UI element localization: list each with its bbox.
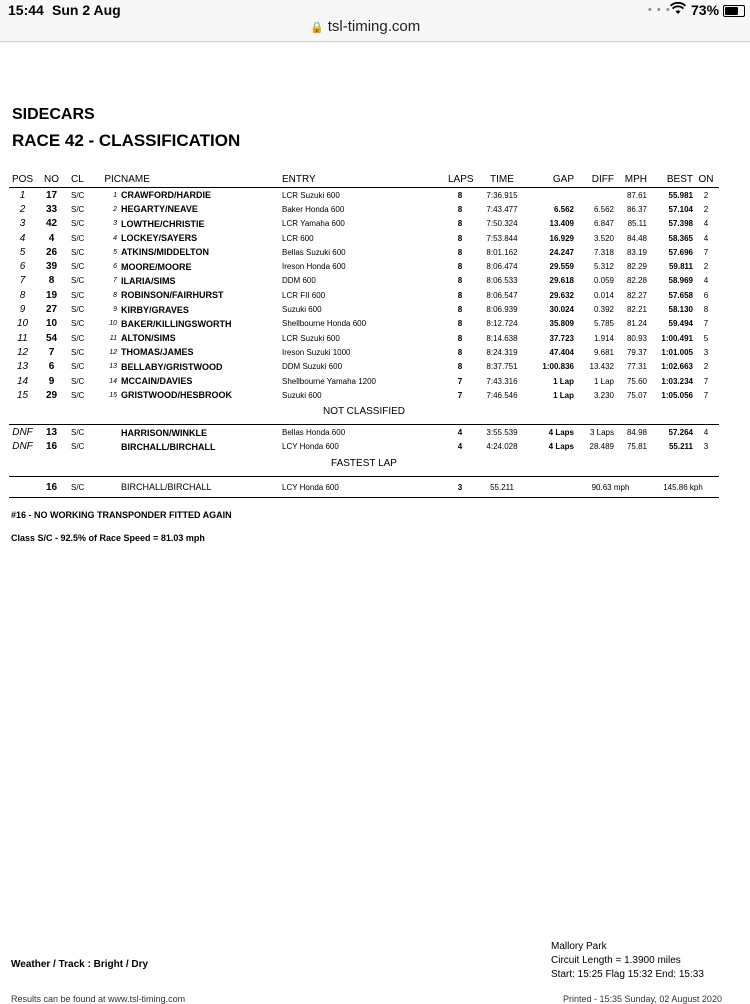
cell-name: THOMAS/JAMES [121, 347, 194, 358]
cell-mph: 82.21 [626, 305, 647, 315]
cell-pic: 2 [113, 205, 117, 213]
cell-name: CRAWFORD/HARDIE [121, 190, 211, 201]
cell-mph: 87.61 [626, 190, 647, 200]
cell-no: 16 [45, 441, 58, 453]
cell-no: 4 [48, 232, 55, 244]
cell-pos: 7 [19, 275, 26, 287]
cell-best: 57.398 [668, 219, 693, 229]
cell-mph: 75.07 [626, 390, 647, 400]
cell-mph: 75.81 [626, 442, 647, 452]
cell-on: 8 [703, 305, 709, 315]
cell-time: 8:14.638 [486, 333, 518, 343]
cell-name: HEGARTY/NEAVE [121, 204, 198, 215]
cell-pic: 1 [113, 191, 117, 199]
cell-on: 3 [703, 442, 709, 452]
cell-pic: 5 [113, 248, 117, 256]
cell-entry: Suzuki 600 [282, 305, 322, 315]
cell-cl: S/C [71, 347, 85, 357]
cell-entry: DDM 600 [282, 276, 316, 286]
table-row [9, 217, 719, 231]
cell-pic: 15 [109, 391, 117, 399]
fastest-lap-mph: 90.63 mph [574, 477, 647, 498]
cell-pos: 4 [19, 232, 26, 244]
cell-best: 57.696 [668, 247, 693, 257]
cell-name: LOCKEY/SAYERS [121, 233, 198, 244]
table-row [9, 231, 719, 245]
cell-diff: 0.059 [593, 276, 614, 286]
cell-best: 55.211 [668, 442, 693, 452]
cell-laps: 8 [457, 290, 463, 300]
cell-entry: Bellas Honda 600 [282, 428, 346, 438]
cell-laps: 8 [457, 247, 463, 257]
page-subtitle: SIDECARS [12, 106, 95, 123]
cell-time: 7:43.477 [486, 204, 518, 214]
cell-on: 6 [703, 290, 709, 300]
cell-cl: S/C [71, 376, 85, 386]
fastest-lap-class: S/C [67, 477, 99, 498]
cell-diff: 6.847 [593, 219, 614, 229]
cell-pic: 6 [113, 263, 117, 271]
cell-time: 8:24.319 [486, 347, 518, 357]
cell-on: 2 [703, 190, 709, 200]
cell-name: ILARIA/SIMS [121, 275, 176, 286]
cell-cl: S/C [71, 233, 85, 243]
cell-mph: 75.60 [626, 376, 647, 386]
not-classified-heading [9, 402, 719, 421]
cell-name: BELLABY/GRISTWOOD [121, 361, 223, 372]
cell-best: 1:05.056 [661, 390, 693, 400]
page-title: RACE 42 - CLASSIFICATION [12, 131, 241, 150]
cell-time: 8:06.547 [486, 290, 518, 300]
cell-on: 4 [703, 233, 709, 243]
cell-no: 39 [45, 261, 58, 273]
col-mph: MPH [614, 171, 647, 188]
cell-pos: 13 [16, 361, 29, 373]
cell-on: 2 [703, 204, 709, 214]
cell-on: 3 [703, 347, 709, 357]
cell-no: 27 [45, 304, 58, 316]
status-bar [0, 0, 750, 44]
cell-laps: 7 [457, 390, 463, 400]
cell-pic: 10 [109, 320, 117, 328]
cell-best: 1:00.491 [661, 333, 693, 343]
col-best: BEST [647, 171, 693, 188]
cell-mph: 82.28 [626, 276, 647, 286]
cell-name: GRISTWOOD/HESBROOK [121, 390, 233, 401]
cell-no: 13 [45, 427, 58, 439]
cell-laps: 4 [457, 442, 463, 452]
cell-name: BAKER/KILLINGSWORTH [121, 318, 232, 329]
cell-time: 8:12.724 [486, 319, 518, 329]
cell-laps: 8 [457, 333, 463, 343]
cell-pos: DNF [12, 441, 33, 453]
cell-pos: 3 [19, 218, 26, 230]
cell-best: 1:03.234 [661, 376, 693, 386]
cell-gap: 35.809 [549, 319, 574, 329]
cell-entry: Shellbourne Yamaha 1200 [282, 376, 376, 386]
cell-on: 4 [703, 219, 709, 229]
cell-cl: S/C [71, 262, 85, 272]
cell-laps: 8 [457, 219, 463, 229]
cell-best: 1:02.663 [661, 362, 693, 372]
battery-level [725, 7, 738, 15]
classification-table [9, 171, 719, 498]
cell-mph: 80.93 [626, 333, 647, 343]
cell-gap: 1 Lap [553, 376, 574, 386]
cell-mph: 83.19 [626, 247, 647, 257]
cell-pos: 14 [16, 375, 29, 387]
col-time: TIME [472, 171, 532, 188]
cell-entry: Shellbourne Honda 600 [282, 319, 367, 329]
cell-pic: 14 [109, 377, 117, 385]
cell-mph: 86.37 [626, 204, 647, 214]
cell-entry: LCR 600 [282, 233, 314, 243]
cell-gap: 47.404 [549, 347, 574, 357]
table-row [9, 317, 719, 331]
cell-best: 55.981 [668, 190, 693, 200]
cell-pos: DNF [12, 427, 33, 439]
battery-icon [723, 5, 745, 17]
cell-gap: 16.929 [549, 233, 574, 243]
cell-no: 8 [48, 275, 55, 287]
cell-time: 7:46.546 [486, 390, 518, 400]
cell-pic: 11 [109, 334, 117, 342]
cell-diff: 6.562 [593, 204, 614, 214]
cell-on: 7 [703, 247, 709, 257]
table-row [9, 345, 719, 359]
cell-pos: 12 [16, 346, 29, 358]
cell-entry: Ireson Suzuki 1000 [282, 347, 351, 357]
cell-cl: S/C [71, 390, 85, 400]
cell-time: 7:36.915 [486, 190, 518, 200]
table-row [9, 331, 719, 345]
col-no: NO [36, 171, 67, 188]
cell-pos: 9 [19, 304, 26, 316]
fastest-lap-kph: 145.86 kph [647, 477, 719, 498]
cell-entry: LCR Suzuki 600 [282, 333, 340, 343]
cell-gap [532, 188, 574, 203]
cell-pos: 2 [19, 203, 26, 215]
status-date: Sun 2 Aug [52, 2, 121, 18]
cell-name: KIRBY/GRAVES [121, 304, 189, 315]
cell-diff: 0.014 [593, 290, 614, 300]
cell-laps: 8 [457, 233, 463, 243]
table-row [9, 374, 719, 388]
cell-entry: Ireson Honda 600 [282, 262, 346, 272]
cell-diff: 1 Lap [593, 376, 614, 386]
table-row [9, 388, 719, 402]
cell-mph: 81.24 [626, 319, 647, 329]
cell-pos: 5 [19, 246, 26, 258]
cell-entry: Bellas Suzuki 600 [282, 247, 346, 257]
cell-diff: 1.914 [593, 333, 614, 343]
cell-mph: 82.29 [626, 262, 647, 272]
table-row [9, 360, 719, 374]
cell-no: 17 [45, 189, 58, 201]
circuit-info [551, 940, 704, 982]
cell-time: 8:37.751 [486, 362, 518, 372]
cell-no: 9 [48, 375, 55, 387]
col-entry: ENTRY [282, 171, 448, 188]
cell-pic: 7 [113, 277, 117, 285]
battery-percent: 73% [691, 2, 720, 18]
cell-on: 5 [703, 333, 709, 343]
cell-mph: 84.98 [626, 428, 647, 438]
cell-cl: S/C [71, 247, 85, 257]
cell-time: 7:53.844 [486, 233, 518, 243]
col-name: NAME [121, 171, 282, 188]
cell-time: 8:06.474 [486, 262, 518, 272]
table-row-dnf [9, 425, 719, 440]
not-classified-label: NOT CLASSIFIED [322, 406, 406, 418]
cell-time: 7:50.324 [486, 219, 518, 229]
table-row [9, 245, 719, 259]
cell-time: 8:01.162 [486, 247, 518, 257]
cell-on: 7 [703, 376, 709, 386]
cell-cl: S/C [71, 219, 85, 229]
cell-cl: S/C [71, 305, 85, 315]
cell-cl: S/C [71, 319, 85, 329]
printed-note: Printed - 15:35 Sunday, 02 August 2020 [563, 994, 722, 1004]
cell-no: 54 [45, 332, 58, 344]
cell-entry: LCR Suzuki 600 [282, 190, 340, 200]
cell-on: 7 [703, 390, 709, 400]
cell-cl: S/C [71, 276, 85, 286]
col-on: ON [693, 171, 719, 188]
cell-best: 59.811 [668, 262, 693, 272]
cell-pic [99, 440, 121, 454]
fastest-lap-name: BIRCHALL/BIRCHALL [121, 477, 282, 498]
cell-gap: 29.618 [549, 276, 574, 286]
cell-cl: S/C [71, 362, 85, 372]
cell-gap: 29.559 [549, 262, 574, 272]
table-row [9, 288, 719, 302]
col-laps: LAPS [448, 171, 472, 188]
cell-gap: 4 Laps [548, 428, 574, 438]
cell-gap: 24.247 [549, 247, 574, 257]
race-times: Start: 15:25 Flag 15:32 End: 15:33 [551, 969, 704, 980]
cell-on: 4 [703, 276, 709, 286]
cell-laps: 8 [457, 204, 463, 214]
cell-gap: 1 Lap [553, 390, 574, 400]
cell-gap: 1:00.836 [542, 362, 574, 372]
cell-diff: 3 Laps [589, 428, 614, 438]
cell-laps: 4 [457, 428, 463, 438]
fastest-lap-lap: 3 [448, 477, 472, 498]
cell-name: HARRISON/WINKLE [121, 427, 207, 438]
cell-pic: 4 [113, 234, 117, 242]
cell-diff: 7.318 [593, 247, 614, 257]
cell-best: 1:01.005 [661, 347, 693, 357]
col-gap: GAP [532, 171, 574, 188]
fastest-lap-time: 55.211 [472, 477, 532, 498]
cell-cl: S/C [71, 290, 85, 300]
cell-diff: 13.432 [589, 362, 614, 372]
cell-pos: 8 [19, 289, 26, 301]
cell-diff: 3.230 [593, 390, 614, 400]
cell-laps: 8 [457, 319, 463, 329]
cell-best: 57.264 [668, 428, 693, 438]
cell-time: 4:24.028 [486, 442, 518, 452]
cell-best: 59.494 [668, 319, 693, 329]
cell-no: 7 [48, 346, 55, 358]
cell-laps: 8 [457, 362, 463, 372]
cell-entry: LCR FII 600 [282, 290, 326, 300]
cell-cl: S/C [71, 428, 85, 438]
cell-diff: 9.681 [593, 347, 614, 357]
fastest-lap-no: 16 [36, 477, 67, 498]
cell-laps: 8 [457, 190, 463, 200]
lock-icon: 🔒 [310, 22, 324, 34]
cell-diff: 5.312 [593, 262, 614, 272]
cell-time: 7:43.316 [486, 376, 518, 386]
cell-entry: Suzuki 600 [282, 390, 322, 400]
address-bar[interactable] [310, 18, 420, 35]
cell-name: MCCAIN/DAVIES [121, 376, 193, 386]
cell-cl: S/C [71, 333, 85, 343]
cell-gap: 37.723 [549, 333, 574, 343]
cell-time: 8:06.533 [486, 276, 518, 286]
cell-diff: 28.489 [589, 442, 614, 452]
table-row [9, 188, 719, 203]
cell-no: 29 [45, 389, 58, 401]
cell-name: LOWTHE/CHRISTIE [121, 218, 205, 229]
cell-cl: S/C [71, 204, 85, 214]
cell-name: ALTON/SIMS [121, 333, 176, 344]
cell-best: 57.104 [668, 204, 693, 214]
transponder-note: #16 - NO WORKING TRANSPONDER FITTED AGAIN [11, 510, 232, 520]
wifi-icon [670, 2, 686, 18]
cell-diff: 3.520 [593, 233, 614, 243]
cell-laps: 7 [457, 376, 463, 386]
cell-name: ROBINSON/FAIRHURST [121, 290, 224, 301]
weather-track: Weather / Track : Bright / Dry [11, 959, 149, 970]
cell-pic: 13 [109, 363, 117, 371]
cell-name: MOORE/MOORE [121, 261, 192, 272]
cell-best: 58.130 [668, 305, 693, 315]
cell-entry: LCR Yamaha 600 [282, 219, 345, 229]
cell-gap: 6.562 [553, 204, 574, 214]
fastest-lap-label: FASTEST LAP [331, 458, 397, 470]
cell-entry: DDM Suzuki 600 [282, 362, 343, 372]
cell-name: ATKINS/MIDDELTON [121, 247, 209, 258]
cell-mph: 85.11 [627, 219, 647, 229]
fastest-lap-heading [9, 454, 719, 473]
cell-no: 10 [45, 318, 58, 330]
cell-pos: 6 [19, 261, 26, 273]
cell-best: 58.365 [668, 233, 693, 243]
col-cl: CL [67, 171, 99, 188]
cell-pic: 12 [109, 348, 117, 356]
cell-entry: LCY Honda 600 [282, 442, 339, 452]
col-diff: DIFF [574, 171, 614, 188]
cell-laps: 8 [457, 347, 463, 357]
cell-pic: 3 [113, 220, 117, 228]
cell-on: 2 [703, 362, 709, 372]
cell-time: 8:06.939 [486, 305, 518, 315]
fastest-lap-row [9, 477, 719, 498]
cell-gap: 30.024 [549, 305, 574, 315]
cell-diff: 5.785 [593, 319, 614, 329]
cell-pic: 9 [113, 306, 117, 314]
cell-gap: 13.409 [549, 219, 574, 229]
col-pic: PIC [99, 171, 121, 188]
cell-pic: 8 [113, 291, 117, 299]
cell-pos: 10 [16, 318, 29, 330]
cell-on: 4 [703, 428, 709, 438]
table-row [9, 302, 719, 316]
cell-pos: 1 [19, 189, 26, 201]
class-speed-note: Class S/C - 92.5% of Race Speed = 81.03 mph [11, 533, 205, 543]
cell-on: 2 [703, 262, 709, 272]
cell-cl: S/C [71, 442, 85, 452]
table-row [9, 202, 719, 216]
cell-gap: 4 Laps [548, 442, 574, 452]
cell-mph: 82.27 [626, 290, 647, 300]
table-row [9, 259, 719, 273]
url-text: tsl-timing.com [327, 18, 421, 35]
cell-pos: 11 [17, 332, 28, 344]
cell-pic [99, 425, 121, 440]
table-row [9, 274, 719, 288]
results-note: Results can be found at www.tsl-timing.com [11, 994, 186, 1004]
multitasking-dots-icon[interactable]: • • • [648, 4, 671, 16]
cell-mph: 79.37 [626, 347, 647, 357]
cell-laps: 8 [457, 276, 463, 286]
cell-no: 19 [45, 289, 58, 301]
cell-no: 33 [45, 203, 58, 215]
cell-pos: 15 [16, 389, 29, 401]
cell-name: BIRCHALL/BIRCHALL [121, 441, 216, 452]
cell-diff [574, 188, 614, 203]
cell-diff: 0.392 [593, 305, 614, 315]
status-time: 15:44 [8, 2, 44, 18]
col-pos: POS [9, 171, 36, 188]
cell-no: 26 [45, 246, 58, 258]
table-header [9, 171, 719, 188]
cell-time: 3:55.539 [486, 428, 518, 438]
cell-gap: 29.632 [549, 290, 574, 300]
cell-on: 7 [703, 319, 709, 329]
cell-mph: 77.31 [626, 362, 647, 372]
cell-mph: 84.48 [626, 233, 647, 243]
cell-entry: Baker Honda 600 [282, 204, 345, 214]
cell-laps: 8 [457, 305, 463, 315]
toolbar-divider [0, 41, 750, 42]
table-row-dnf [9, 440, 719, 454]
cell-best: 58.969 [668, 276, 693, 286]
cell-cl: S/C [71, 190, 85, 200]
cell-laps: 8 [457, 262, 463, 272]
fastest-lap-entry: LCY Honda 600 [282, 477, 448, 498]
cell-no: 42 [45, 218, 58, 230]
venue: Mallory Park [551, 941, 607, 952]
circuit-length: Circuit Length = 1.3900 miles [551, 955, 681, 966]
cell-no: 6 [48, 361, 55, 373]
cell-best: 57.658 [668, 290, 693, 300]
